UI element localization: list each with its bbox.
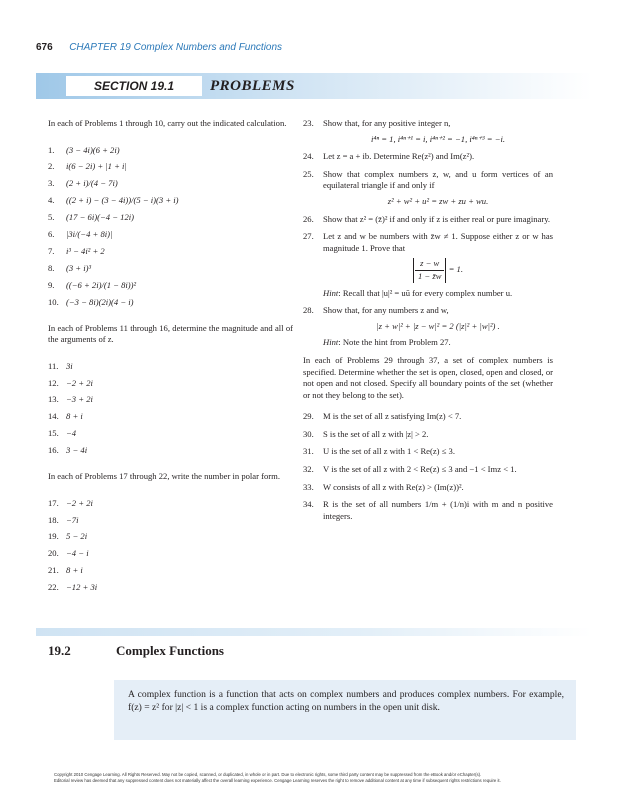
fraction: $\frac{z - w}{1 - z̄w}$ xyxy=(415,258,444,282)
problems-intro-1: In each of Problems 1 through 10, carry out the indicated calculation. xyxy=(48,118,287,128)
equation: |z + w|² + |z − w|² = 2 (|z|² + |w|²) . xyxy=(376,320,500,331)
copyright-line-2: Editorial review has deemed that any suppressed content does not materially affect the overall learning experience. Cengage Learning reserves the right to remove additional content at any time if subsequent rights restrictions require it. xyxy=(54,778,501,783)
problem-item: 17. −2 + 2i xyxy=(48,497,93,508)
hint: Hint: Note the hint from Problem 27. xyxy=(323,337,451,348)
problems-intro-2: In each of Problems 11 through 16, determine the magnitude and all of the arguments of z. xyxy=(48,322,293,345)
problem-23: 23. Show that, for any positive integer n, i⁴ⁿ = 1, i⁴ⁿ⁺¹ = i, i⁴ⁿ⁺² = −1, i⁴ⁿ⁺³ = −i. xyxy=(303,118,553,145)
problem-31: 31. U is the set of all z with 1 < Re(z) ≤ 3. xyxy=(303,446,455,457)
section-banner xyxy=(36,73,592,99)
problem-item: 14. 8 + i xyxy=(48,411,83,422)
problem-item: 2. i(6 − 2i) + |1 + i| xyxy=(48,161,127,172)
problems-intro-3: In each of Problems 17 through 22, write the number in polar form. xyxy=(48,471,280,482)
problem-item: 4. ((2 + i) − (3 − 4i))/(5 − i)(3 + i) xyxy=(48,195,179,206)
problem-30: 30. S is the set of all z with |z| > 2. xyxy=(303,428,429,439)
problem-list-1 xyxy=(48,142,293,311)
problem-item: 7. i³ − 4i² + 2 xyxy=(48,245,105,256)
problem-list-3 xyxy=(48,495,293,596)
left-column xyxy=(48,118,293,608)
problem-item: 12. −2 + 2i xyxy=(48,377,93,388)
problem-item: 3. (2 + i)/(4 − 7i) xyxy=(48,178,118,189)
problem-item: 11. 3i xyxy=(48,360,73,371)
section-heading xyxy=(48,643,224,659)
absolute-value xyxy=(413,258,446,282)
problem-item: 8. (3 + i)³ xyxy=(48,262,92,273)
problem-34: 34. R is the set of all numbers 1/m + (1/n)i with m and n positive integers. xyxy=(303,499,553,521)
problems-intro-4: In each of Problems 29 through 37, a set of complex numbers is specified. Determine whether the set is open, closed, open and closed, or not open and not closed. Specify all boundary points of the set (whether or not they belong to the set). xyxy=(303,354,553,400)
chapter-title: CHAPTER 19 Complex Numbers and Functions xyxy=(69,42,283,53)
problem-item: 10. (−3 − 8i)(2i)(4 − i) xyxy=(48,296,134,307)
equation: z² + w² + u² = zw + zu + wu. xyxy=(387,195,489,206)
problem-item: 16. 3 − 4i xyxy=(48,445,88,456)
page-header xyxy=(36,42,282,53)
copyright-line-1: Copyright 2010 Cengage Learning. All Rights Reserved. May not be copied, scanned, or duplicated, in whole or in part. Due to electronic rights, some third party content may be suppressed from the eBook and/or eChapter(s). xyxy=(54,772,482,777)
problem-26: 26. Show that z² = (z̄)² if and only if z is either real or pure imaginary. xyxy=(303,213,551,224)
problem-item: 9. ((−6 + 2i)/(1 − 8i))² xyxy=(48,279,137,290)
section-number: 19.2 xyxy=(48,643,71,658)
problem-24: 24. Let z = a + ib. Determine Re(z²) and Im(z²). xyxy=(303,151,475,162)
problem-item: 1. (3 − 4i)(6 + 2i) xyxy=(48,144,120,155)
problem-item: 6. |3i/(−4 + 8i)| xyxy=(48,229,113,240)
section-divider xyxy=(36,628,592,636)
problem-item: 22. −12 + 3i xyxy=(48,582,98,593)
definition-text: A complex function is a function that acts on complex numbers and produces complex numbers. For example, f(z) = z² for |z| < 1 is a complex function acting on numbers in the open unit disk. xyxy=(128,689,564,714)
problem-27: 27. Let z and w be numbers with z̄w ≠ 1. Suppose either z or w has magnitude 1. Prove that $\frac{z - w}{1 - z̄w}$ = 1. Hint: Recall that |u|² = uū for every complex number u. xyxy=(303,231,553,298)
problem-item: 15. −4 xyxy=(48,428,77,439)
problem-32: 32. V is the set of all z with 2 < Re(z) ≤ 3 and −1 < Imz < 1. xyxy=(303,464,517,475)
section-heading-title: Complex Functions xyxy=(116,643,224,658)
problem-25: 25. Show that complex numbers z, w, and u form vertices of an equilateral triangle if and only if z² + w² + u² = zw + zu + wu. xyxy=(303,168,553,206)
problem-28: 28. Show that, for any numbers z and w, |z + w|² + |z − w|² = 2 (|z|² + |w|²) . Hint: Note the hint from Problem 27. xyxy=(303,305,553,349)
equation: i⁴ⁿ = 1, i⁴ⁿ⁺¹ = i, i⁴ⁿ⁺² = −1, i⁴ⁿ⁺³ = −i. xyxy=(370,133,506,144)
problem-item: 20. −4 − i xyxy=(48,548,89,559)
equation: $\frac{z - w}{1 - z̄w}$ = 1. xyxy=(323,258,553,282)
problem-33: 33. W consists of all z with Re(z) > (Im(z))². xyxy=(303,481,464,492)
problem-item: 5. (17 − 6i)(−4 − 12i) xyxy=(48,212,134,223)
section-label: SECTION 19.1 xyxy=(66,76,202,96)
problem-29: 29. M is the set of all z satisfying Im(z) < 7. xyxy=(303,411,462,422)
problem-list-2 xyxy=(48,358,293,459)
hint: Hint: Recall that |u|² = uū for every complex number u. xyxy=(323,287,513,298)
problem-item: 18. −7i xyxy=(48,514,79,525)
problem-item: 21. 8 + i xyxy=(48,565,83,576)
definition-box xyxy=(114,680,576,740)
section-title: PROBLEMS xyxy=(210,78,295,94)
page-number: 676 xyxy=(36,42,53,53)
problem-item: 13. −3 + 2i xyxy=(48,394,93,405)
copyright-notice xyxy=(54,772,574,784)
problem-item: 19. 5 − 2i xyxy=(48,531,88,542)
right-column xyxy=(303,118,553,528)
